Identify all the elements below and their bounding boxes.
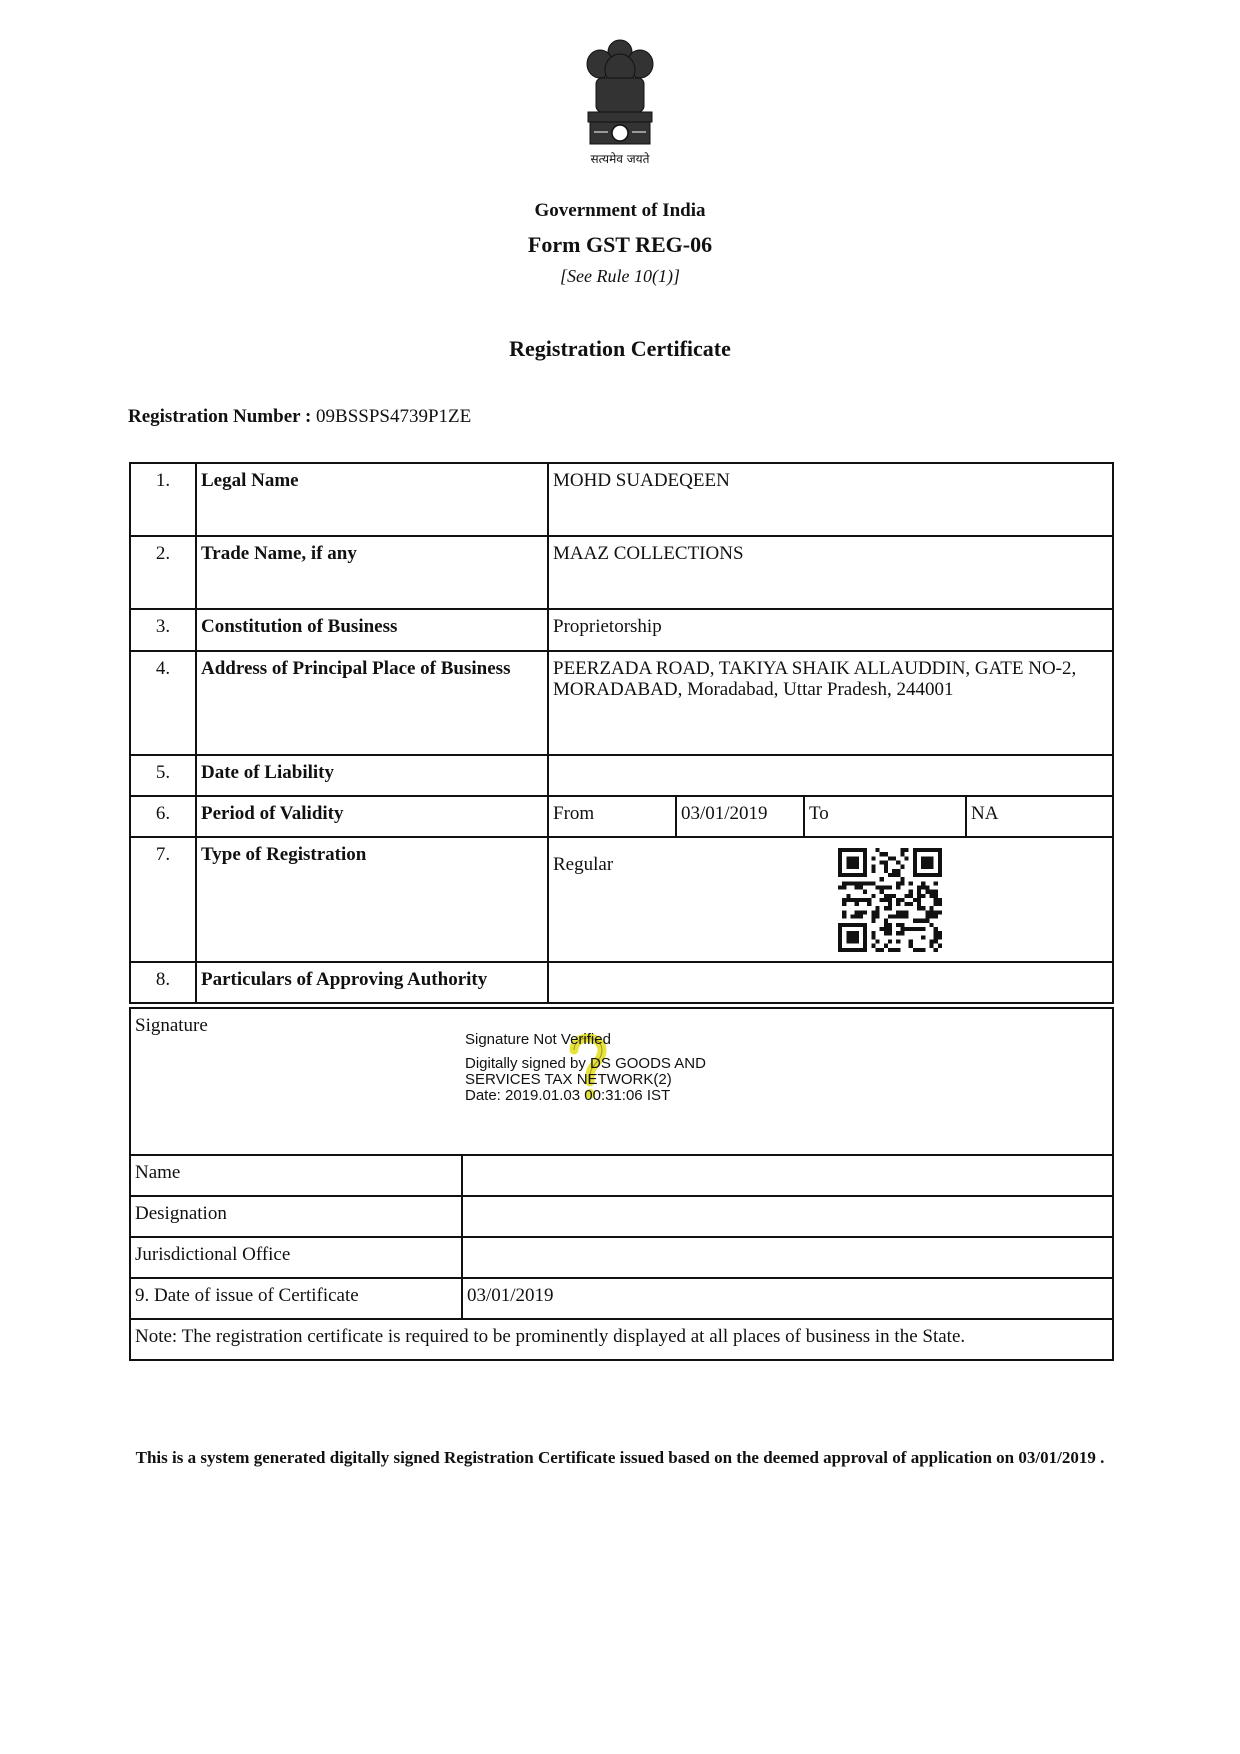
registration-number	[128, 406, 471, 428]
rule-reference: [See Rule 10(1)]	[560, 266, 680, 286]
row-label: Particulars of Approving Authority	[196, 962, 548, 1003]
row-value	[548, 755, 1113, 796]
name-value	[462, 1155, 1113, 1196]
national-emblem	[578, 36, 662, 154]
form-heading: Form GST REG-06	[527, 232, 713, 257]
validity-to-label: To	[804, 796, 966, 837]
designation-value	[462, 1196, 1113, 1237]
issue-date-label: 9. Date of issue of Certificate	[130, 1278, 462, 1319]
table-row	[130, 1196, 1113, 1237]
name-label: Name	[130, 1155, 462, 1196]
row-label: Constitution of Business	[196, 609, 548, 651]
table-row	[130, 755, 1113, 796]
row-label: Date of Liability	[196, 755, 548, 796]
certificate-title: Registration Certificate	[509, 336, 731, 361]
row-number: 7.	[130, 837, 196, 962]
table-row	[130, 651, 1113, 755]
table-row	[130, 1155, 1113, 1196]
table-row	[130, 609, 1113, 651]
row-number: 5.	[130, 755, 196, 796]
signed-by-line-2: SERVICES TAX NETWORK(2)	[465, 1071, 672, 1088]
signature-status: Signature Not Verified	[465, 1031, 611, 1048]
validity-from-label: From	[548, 796, 676, 837]
signature-date: Date: 2019.01.03 00:31:06 IST	[465, 1087, 671, 1104]
row-label: Address of Principal Place of Business	[196, 651, 548, 755]
row-value: PEERZADA ROAD, TAKIYA SHAIK ALLAUDDIN, GATE NO-2, MORADABAD, Moradabad, Uttar Pradesh, 244001	[548, 651, 1113, 755]
jurisdictional-office-label: Jurisdictional Office	[130, 1237, 462, 1278]
jurisdictional-office-value	[462, 1237, 1113, 1278]
validity-from-value: 03/01/2019	[676, 796, 804, 837]
government-heading: Government of India	[534, 200, 706, 221]
row-label: Trade Name, if any	[196, 536, 548, 609]
note-text: Note: The registration certificate is required to be prominently displayed at all places of business in the State.	[130, 1319, 1113, 1360]
table-row	[130, 1237, 1113, 1278]
qr-code	[838, 848, 942, 952]
row-label: Period of Validity	[196, 796, 548, 837]
issue-date-value: 03/01/2019	[462, 1278, 1113, 1319]
table-row	[130, 796, 1113, 837]
footer-note: This is a system generated digitally signed Registration Certificate issued based on the deemed approval of application on 03/01/2019 .	[135, 1448, 1105, 1467]
row-value: Proprietorship	[548, 609, 1113, 651]
validity-to-value: NA	[966, 796, 1113, 837]
digital-signature-info	[465, 1032, 706, 1104]
row-value: MOHD SUADEQEEN	[548, 463, 1113, 536]
registration-number-value: 09BSSPS4739P1ZE	[316, 406, 472, 427]
row-number: 3.	[130, 609, 196, 651]
row-number: 1.	[130, 463, 196, 536]
row-value: MAAZ COLLECTIONS	[548, 536, 1113, 609]
table-row	[130, 463, 1113, 536]
row-label: Legal Name	[196, 463, 548, 536]
table-row	[130, 837, 1113, 962]
row-number: 8.	[130, 962, 196, 1003]
table-row	[130, 1319, 1113, 1360]
details-table	[129, 462, 1114, 1004]
row-value: Regular	[548, 837, 1113, 962]
row-number: 2.	[130, 536, 196, 609]
signature-label: Signature	[130, 1008, 1113, 1155]
motto: सत्यमेव जयते	[590, 152, 650, 166]
registration-number-label: Registration Number :	[128, 406, 312, 427]
row-label: Type of Registration	[196, 837, 548, 962]
table-row	[130, 1278, 1113, 1319]
row-number: 6.	[130, 796, 196, 837]
row-number: 4.	[130, 651, 196, 755]
row-value	[548, 962, 1113, 1003]
signed-by-line-1: Digitally signed by DS GOODS AND	[465, 1055, 706, 1072]
table-row	[130, 536, 1113, 609]
table-row	[130, 962, 1113, 1003]
designation-label: Designation	[130, 1196, 462, 1237]
